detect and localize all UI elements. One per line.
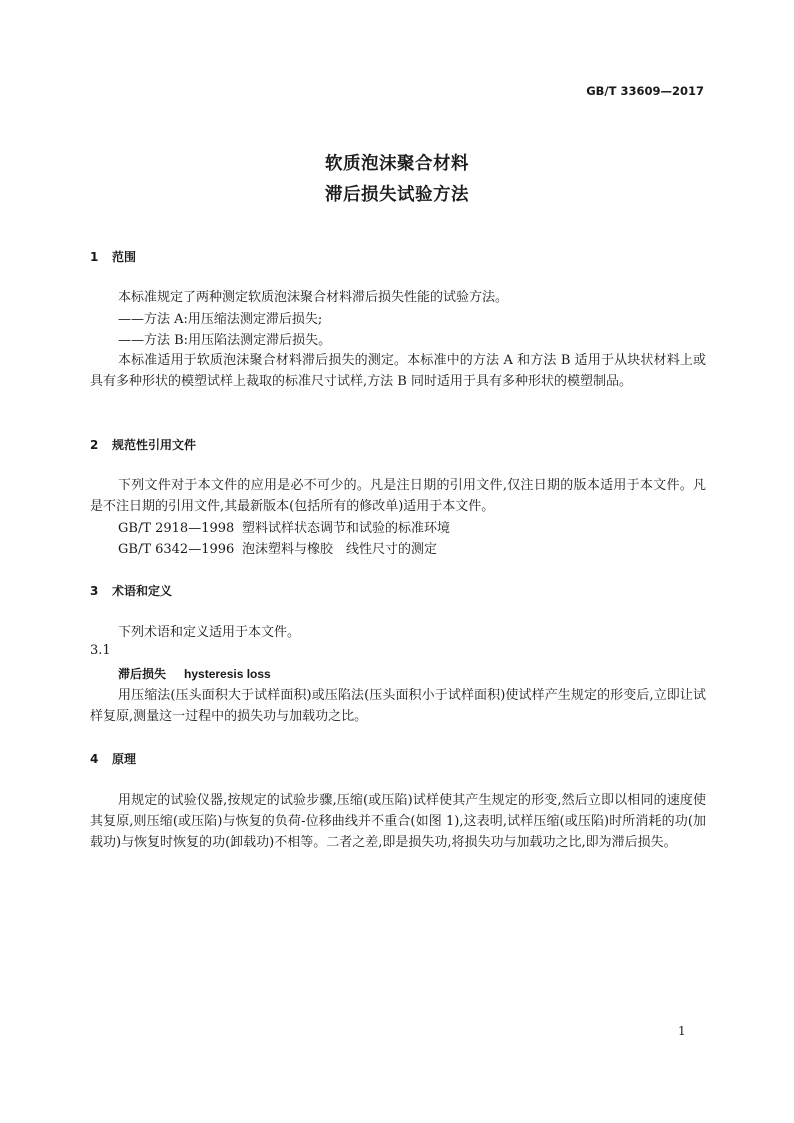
section-title: 规范性引用文件 bbox=[112, 438, 197, 452]
section-title: 术语和定义 bbox=[112, 584, 173, 598]
section-number: 2 bbox=[90, 438, 99, 452]
section-1-paragraph-2: 本标准适用于软质泡沫聚合材料滞后损失的测定。本标准中的方法 A 和方法 B 适用于从块状材料上或具有多种形状的模塑试样上裁取的标准尺寸试样,方法 B 同时适用于具有多种形状的模塑制品。 bbox=[90, 353, 706, 389]
method-b-item: ——方法 B:用压陷法测定滞后损失。 bbox=[118, 333, 332, 348]
subsection-number: 3.1 bbox=[90, 643, 111, 658]
section-2-heading bbox=[90, 436, 196, 453]
section-4-paragraph-1: 用规定的试验仪器,按规定的试验步骤,压缩(或压陷)试样使其产生规定的形变,然后立即以相同的速度使其复原,则压缩(或压陷)与恢复的负荷-位移曲线并不重合(如图 1),这表明,试样压缩(或压陷)时所消耗的功(加载功)与恢复时恢复的功(卸载功)不相等。二者之差,即是损失功,将损失功与加载功之比,即为滞后损失。 bbox=[90, 793, 706, 850]
section-1-heading bbox=[90, 248, 136, 265]
section-title: 原理 bbox=[112, 752, 137, 766]
term-definition: 用压缩法(压头面积大于试样面积)或压陷法(压头面积小于试样面积)使试样产生规定的形变后,立即让试样复原,测量这一过程中的损失功与加载功之比。 bbox=[90, 688, 706, 724]
term-english: hysteresis loss bbox=[184, 667, 271, 681]
section-4-heading bbox=[90, 750, 136, 767]
section-number: 1 bbox=[90, 250, 99, 264]
standard-number: GB/T 33609—2017 bbox=[586, 84, 704, 98]
document-title-line2: 滞后损失试验方法 bbox=[325, 185, 469, 205]
section-1-paragraph-1: 本标准规定了两种测定软质泡沫聚合材料滞后损失性能的试验方法。 bbox=[118, 290, 509, 305]
term-chinese: 滞后损失 bbox=[118, 667, 167, 681]
reference-item bbox=[118, 538, 437, 557]
reference-item bbox=[118, 517, 450, 536]
section-number: 3 bbox=[90, 584, 99, 598]
term-entry bbox=[118, 665, 271, 682]
page-number: 1 bbox=[678, 1024, 686, 1038]
method-a-item: ——方法 A:用压缩法测定滞后损失; bbox=[118, 312, 323, 327]
section-3-heading bbox=[90, 582, 172, 599]
reference-title: 泡沫塑料与橡胶 线性尺寸的测定 bbox=[242, 542, 438, 557]
section-number: 4 bbox=[90, 752, 99, 766]
section-2-paragraph-1: 下列文件对于本文件的应用是必不可少的。凡是注日期的引用文件,仅注日期的版本适用于本文件。凡是不注日期的引用文件,其最新版本(包括所有的修改单)适用于本文件。 bbox=[90, 478, 706, 514]
reference-code: GB/T 2918—1998 bbox=[118, 521, 235, 536]
section-title: 范围 bbox=[112, 250, 137, 264]
reference-title: 塑料试样状态调节和试验的标准环境 bbox=[242, 521, 451, 536]
section-3-paragraph-1: 下列术语和定义适用于本文件。 bbox=[118, 625, 301, 640]
document-title-line1: 软质泡沫聚合材料 bbox=[325, 154, 469, 174]
reference-code: GB/T 6342—1996 bbox=[118, 542, 235, 557]
